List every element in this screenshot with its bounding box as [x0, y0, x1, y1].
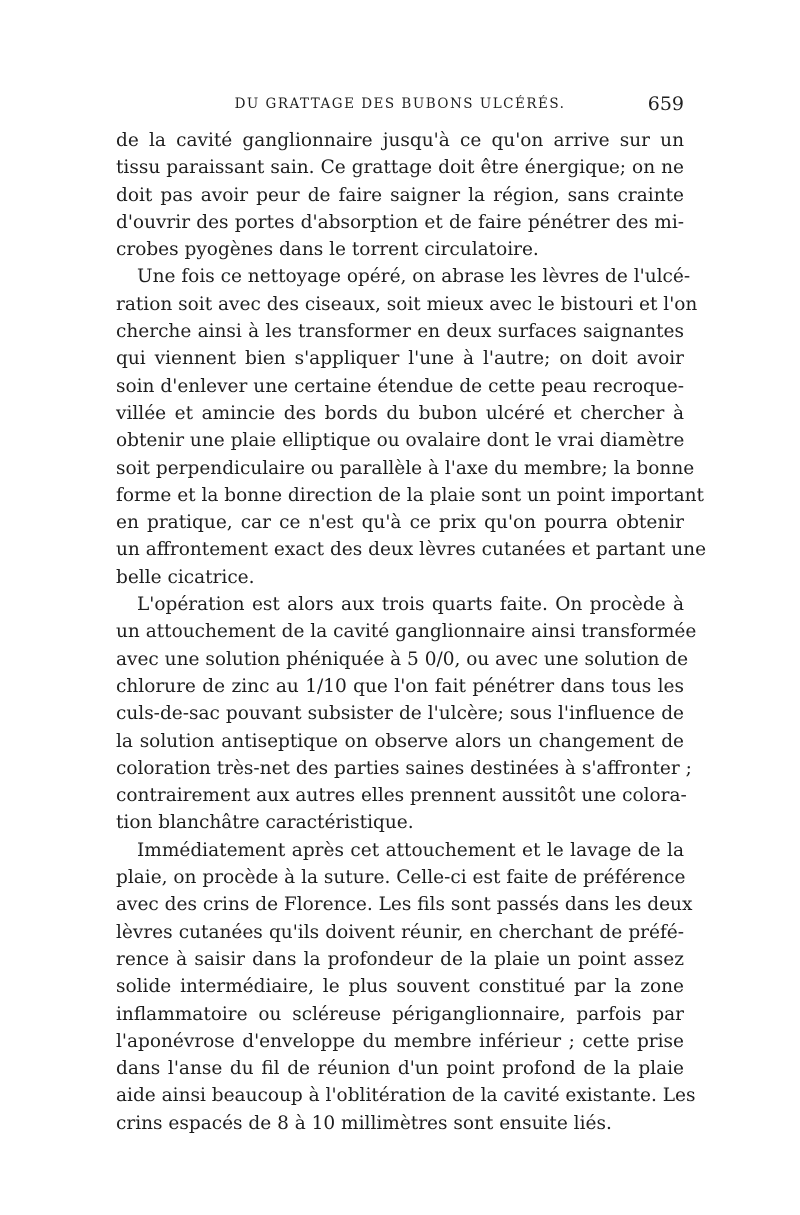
running-title: DU GRATTAGE DES BUBONS ULCÉRÉS. — [234, 96, 566, 112]
text-line: lèvres cutanées qu'ils doivent réunir, en cherchant de préfé- — [116, 921, 684, 943]
text-line: l'aponévrose d'enveloppe du membre inférieur ; cette prise — [116, 1030, 684, 1052]
text-line: qui viennent bien s'appliquer l'une à l'autre; on doit avoir — [116, 348, 684, 370]
running-header — [116, 93, 684, 122]
text-line: aide ainsi beaucoup à l'oblitération de la cavité existante. Les — [116, 1085, 696, 1107]
text-line: dans l'anse du fil de réunion d'un point profond de la plaie — [116, 1058, 684, 1080]
body-text — [116, 127, 707, 1137]
text-line: de la cavité ganglionnaire jusqu'à ce qu'on arrive sur un — [116, 130, 684, 151]
text-line: plaie, on procède à la suture. Celle-ci est faite de préférence — [116, 867, 686, 889]
text-line: L'opération est alors aux trois quarts faite. On procède à — [137, 594, 684, 616]
text-line: inflammatoire ou scléreuse périganglionnaire, parfois par — [116, 1003, 684, 1025]
text-line: d'ouvrir des portes d'absorption et de faire pénétrer des mi- — [116, 211, 684, 233]
text-line: solide intermédiaire, le plus souvent constitué par la zone — [116, 976, 684, 998]
text-line: chlorure de zinc au 1/10 que l'on fait pénétrer dans tous les — [116, 675, 684, 697]
text-line: culs-de-sac pouvant subsister de l'ulcère; sous l'influence de — [116, 703, 684, 725]
text-line: tissu paraissant sain. Ce grattage doit être énergique; on ne — [116, 157, 684, 179]
text-line: doit pas avoir peur de faire saigner la région, sans crainte — [116, 184, 684, 206]
text-line: avec des crins de Florence. Les fils sont passés dans les deux — [116, 894, 693, 916]
text-line: la solution antiseptique on observe alors un changement de — [116, 730, 684, 752]
text-line: tion blanchâtre caractéristique. — [116, 812, 414, 834]
text-line: ration soit avec des ciseaux, soit mieux avec le bistouri et l'on — [116, 293, 698, 315]
text-line: cherche ainsi à les transformer en deux surfaces saignantes — [116, 321, 684, 343]
text-line: villée et amincie des bords du bubon ulcéré et chercher à — [116, 402, 684, 424]
text-line: belle cicatrice. — [116, 566, 255, 588]
text-line: rence à saisir dans la profondeur de la plaie un point assez — [116, 948, 684, 970]
page-number: 659 — [647, 93, 684, 115]
text-line: en pratique, car ce n'est qu'à ce prix qu'on pourra obtenir — [116, 512, 684, 534]
text-line: coloration très-net des parties saines destinées à s'affronter ; — [116, 757, 692, 779]
text-line: contrairement aux autres elles prennent aussitôt une colora- — [116, 785, 687, 807]
text-line: Une fois ce nettoyage opéré, on abrase les lèvres de l'ulcé- — [137, 266, 691, 288]
text-line: Immédiatement après cet attouchement et le lavage de la — [137, 839, 684, 861]
text-line: crobes pyogènes dans le torrent circulatoire. — [116, 239, 539, 261]
text-line: obtenir une plaie elliptique ou ovalaire dont le vrai diamètre — [116, 430, 685, 452]
text-line: soit perpendiculaire ou parallèle à l'axe du membre; la bonne — [116, 457, 695, 479]
text-line: crins espacés de 8 à 10 millimètres sont ensuite liés. — [116, 1112, 612, 1134]
text-line: un attouchement de la cavité ganglionnaire ainsi transformée — [116, 621, 697, 643]
text-line: soin d'enlever une certaine étendue de cette peau recroque- — [116, 375, 684, 397]
text-line: un affrontement exact des deux lèvres cutanées et partant une — [116, 539, 707, 561]
text-line: forme et la bonne direction de la plaie sont un point important — [116, 484, 704, 506]
text-line: avec une solution phéniquée à 5 0/0, ou avec une solution de — [116, 648, 689, 670]
